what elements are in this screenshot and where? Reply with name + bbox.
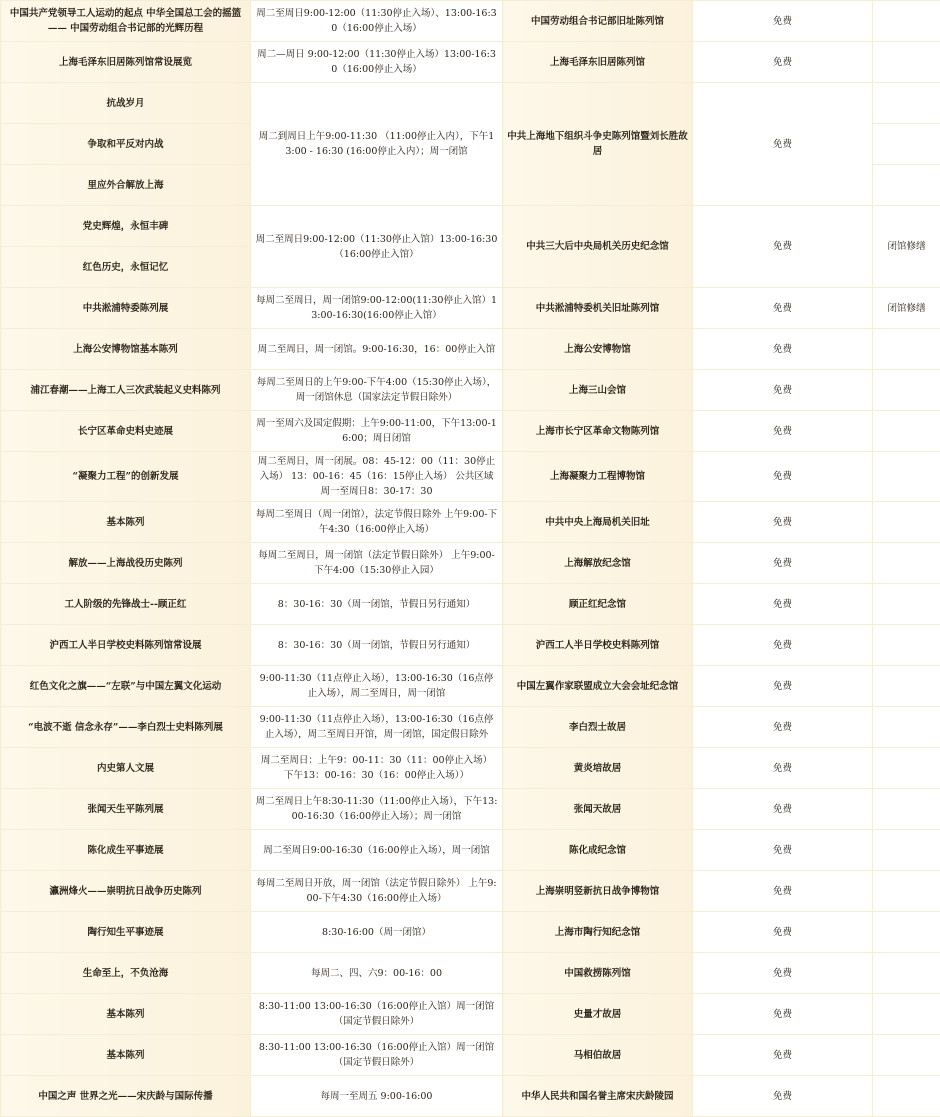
exhibit-name: 陈化成生平事迹展	[1, 830, 251, 871]
admission-fee: 免费	[693, 830, 873, 871]
venue-name: 上海毛泽东旧居陈列馆	[503, 42, 693, 83]
opening-hours: 周二至周日：上午9：00-11：30（11：00停止入场） 下午13：00-16：30（16：00停止入场））	[251, 748, 503, 789]
admission-fee: 免费	[693, 912, 873, 953]
opening-hours: 周二—周日 9:00-12:00（11:30停止入场）13:00-16:30（16:00停止入场）	[251, 42, 503, 83]
table-row	[1, 953, 940, 994]
exhibit-name: 张闻天生平陈列展	[1, 789, 251, 830]
venue-name: 中共三大后中央局机关历史纪念馆	[503, 206, 693, 288]
table-row	[1, 83, 940, 124]
table-row	[1, 206, 940, 247]
exhibit-name: 中国之声 世界之光——宋庆龄与国际传播	[1, 1076, 251, 1117]
admission-fee: 免费	[693, 625, 873, 666]
venue-name: 上海公安博物馆	[503, 329, 693, 370]
venue-name: 张闻天故居	[503, 789, 693, 830]
exhibit-name: 里应外合解放上海	[1, 165, 251, 206]
venue-name: 黄炎培故居	[503, 748, 693, 789]
exhibit-name: 红色文化之旗——“左联”与中国左翼文化运动	[1, 666, 251, 707]
status-note	[873, 830, 940, 871]
venue-name: 史量才故居	[503, 994, 693, 1035]
exhibit-name: 长宁区革命史料史迹展	[1, 411, 251, 452]
admission-fee: 免费	[693, 994, 873, 1035]
status-note	[873, 502, 940, 543]
venue-name: 中国左翼作家联盟成立大会会址纪念馆	[503, 666, 693, 707]
table-row	[1, 830, 940, 871]
admission-fee: 免费	[693, 502, 873, 543]
admission-fee: 免费	[693, 871, 873, 912]
opening-hours: 8:30-11:00 13:00-16:30（16:00停止入馆）周一闭馆（国定节假日除外）	[251, 994, 503, 1035]
status-note	[873, 707, 940, 748]
status-note	[873, 625, 940, 666]
opening-hours: 周二至周日9:00-16:30（16:00停止入场），周一闭馆	[251, 830, 503, 871]
status-note	[873, 1076, 940, 1117]
table-row	[1, 625, 940, 666]
opening-hours: 周二至周日，周一闭馆。9:00-16:30，16：00停止入馆	[251, 329, 503, 370]
table-row	[1, 912, 940, 953]
status-note	[873, 748, 940, 789]
exhibit-name: 解放——上海战役历史陈列	[1, 543, 251, 584]
status-note	[873, 370, 940, 411]
opening-hours: 每周二至周日，周一闭馆（法定节假日除外） 上午9:00-下午4:00（15:30停止入园）	[251, 543, 503, 584]
venue-name: 上海解放纪念馆	[503, 543, 693, 584]
opening-hours: 8:30-16:00（周一闭馆）	[251, 912, 503, 953]
opening-hours: 每周二至周日，周一闭馆9:00-12:00(11:30停止入馆）13:00-16:30(16:00停止入馆）	[251, 288, 503, 329]
admission-fee: 免费	[693, 707, 873, 748]
status-note	[873, 165, 940, 206]
opening-hours: 每周一至周五 9:00-16:00	[251, 1076, 503, 1117]
status-note: 闭馆修缮	[873, 206, 940, 288]
venue-name: 陈化成纪念馆	[503, 830, 693, 871]
venue-name: 中国劳动组合书记部旧址陈列馆	[503, 1, 693, 42]
exhibit-name: 工人阶级的先锋战士--顾正红	[1, 584, 251, 625]
exhibit-name: 基本陈列	[1, 502, 251, 543]
admission-fee: 免费	[693, 288, 873, 329]
exhibit-name: 生命至上，不负沧海	[1, 953, 251, 994]
table-row	[1, 42, 940, 83]
opening-hours: 每周二至周日的上午9:00-下午4:00（15:30停止入场），周一闭馆休息（国家法定节假日除外）	[251, 370, 503, 411]
table-row	[1, 411, 940, 452]
status-note	[873, 329, 940, 370]
status-note	[873, 953, 940, 994]
admission-fee: 免费	[693, 452, 873, 502]
venue-name: 上海三山会馆	[503, 370, 693, 411]
exhibit-name: 基本陈列	[1, 994, 251, 1035]
table-row	[1, 994, 940, 1035]
opening-hours: 9:00-11:30（11点停止入场），13:00-16:30（16点停止入场），周二至周日开馆，周一闭馆，国定假日除外	[251, 707, 503, 748]
table-row	[1, 871, 940, 912]
admission-fee: 免费	[693, 329, 873, 370]
status-note	[873, 789, 940, 830]
table-row	[1, 452, 940, 502]
admission-fee: 免费	[693, 584, 873, 625]
table-row	[1, 502, 940, 543]
status-note	[873, 411, 940, 452]
admission-fee: 免费	[693, 666, 873, 707]
venue-name: 上海崇明竖新抗日战争博物馆	[503, 871, 693, 912]
admission-fee: 免费	[693, 370, 873, 411]
admission-fee: 免费	[693, 1, 873, 42]
opening-hours: 周二至周日9:00-12:00（11:30停止入馆）13:00-16:30（16:00停止入馆）	[251, 206, 503, 288]
status-note	[873, 912, 940, 953]
venue-name: 中共上海地下组织斗争史陈列馆暨刘长胜故居	[503, 83, 693, 206]
venue-name: 上海市陶行知纪念馆	[503, 912, 693, 953]
table-row	[1, 584, 940, 625]
exhibit-name: 中国共产党领导工人运动的起点 中华全国总工会的摇篮 —— 中国劳动组合书记部的光辉历程	[1, 1, 251, 42]
table-row	[1, 543, 940, 584]
status-note	[873, 871, 940, 912]
status-note	[873, 42, 940, 83]
opening-hours: 周二至周日，周一闭展。08：45-12：00（11：30停止入场） 13：00-16：45（16：15停止入场） 公共区域 周一至周日8：30-17：30	[251, 452, 503, 502]
table-row	[1, 288, 940, 329]
admission-fee: 免费	[693, 42, 873, 83]
status-note	[873, 83, 940, 124]
status-note	[873, 543, 940, 584]
opening-hours: 每周二至周日（周一闭馆），法定节假日除外 上午9:00-下午4:30（16:00停止入场）	[251, 502, 503, 543]
venue-name: 中国救捞陈列馆	[503, 953, 693, 994]
exhibit-name: 陶行知生平事迹展	[1, 912, 251, 953]
opening-hours: 每周二、四、六9：00-16：00	[251, 953, 503, 994]
venue-name: 中共中央上海局机关旧址	[503, 502, 693, 543]
admission-fee: 免费	[693, 1076, 873, 1117]
admission-fee: 免费	[693, 206, 873, 288]
venue-name: 顾正红纪念馆	[503, 584, 693, 625]
exhibit-name: 瀛洲烽火——崇明抗日战争历史陈列	[1, 871, 251, 912]
admission-fee: 免费	[693, 411, 873, 452]
table-row	[1, 329, 940, 370]
exhibit-name: 抗战岁月	[1, 83, 251, 124]
exhibit-name: 红色历史，永恒记忆	[1, 247, 251, 288]
admission-fee: 免费	[693, 1035, 873, 1076]
admission-fee: 免费	[693, 953, 873, 994]
status-note	[873, 452, 940, 502]
exhibit-name: 内史第人文展	[1, 748, 251, 789]
exhibit-name: “电波不逝 信念永存”——李白烈士史料陈列展	[1, 707, 251, 748]
exhibit-name: 上海毛泽东旧居陈列馆常设展览	[1, 42, 251, 83]
exhibit-name: 中共淞浦特委陈列展	[1, 288, 251, 329]
opening-hours: 周二到周日上午9:00-11:30 （11:00停止入内），下午13:00 - 16:30 (16:00停止入内）；周一闭馆	[251, 83, 503, 206]
venue-name: 中共淞浦特委机关旧址陈列馆	[503, 288, 693, 329]
exhibit-name: 沪西工人半日学校史料陈列馆常设展	[1, 625, 251, 666]
status-note	[873, 124, 940, 165]
table-row	[1, 1, 940, 42]
status-note	[873, 1, 940, 42]
status-note	[873, 994, 940, 1035]
table-row	[1, 1076, 940, 1117]
table-row	[1, 707, 940, 748]
status-note	[873, 1035, 940, 1076]
status-note	[873, 584, 940, 625]
exhibit-name: 党史辉煌，永恒丰碑	[1, 206, 251, 247]
venue-name: 李白烈士故居	[503, 707, 693, 748]
table-row	[1, 666, 940, 707]
opening-hours: 每周二至周日开放，周一闭馆（法定节假日除外） 上午9:00-下午4:30（16:00停止入场）	[251, 871, 503, 912]
opening-hours: 周二至周日9:00-12:00（11:30停止入场）、13:00-16:30（16:00停止入场）	[251, 1, 503, 42]
status-note	[873, 666, 940, 707]
admission-fee: 免费	[693, 789, 873, 830]
exhibit-name: 基本陈列	[1, 1035, 251, 1076]
opening-hours: 8：30-16：30（周一闭馆，节假日另行通知）	[251, 625, 503, 666]
admission-fee: 免费	[693, 543, 873, 584]
venue-name: 沪西工人半日学校史料陈列馆	[503, 625, 693, 666]
venue-name: 马相伯故居	[503, 1035, 693, 1076]
exhibit-name: 争取和平反对内战	[1, 124, 251, 165]
table-row	[1, 789, 940, 830]
venue-name: 中华人民共和国名誉主席宋庆龄陵园	[503, 1076, 693, 1117]
opening-hours: 8:30-11:00 13:00-16:30（16:00停止入馆）周一闭馆（国定节假日除外）	[251, 1035, 503, 1076]
venue-name: 上海市长宁区革命文物陈列馆	[503, 411, 693, 452]
admission-fee: 免费	[693, 748, 873, 789]
opening-hours: 周二至周日上午8:30-11:30（11:00停止入场），下午13:00-16:30（16:00停止入场）；周一闭馆	[251, 789, 503, 830]
table-row	[1, 748, 940, 789]
opening-hours: 9:00-11:30（11点停止入场），13:00-16:30（16点停止入场），周二至周日，周一闭馆	[251, 666, 503, 707]
opening-hours: 8：30-16：30（周一闭馆，节假日另行通知）	[251, 584, 503, 625]
admission-fee: 免费	[693, 83, 873, 206]
status-note: 闭馆修缮	[873, 288, 940, 329]
exhibit-name: 浦江春潮——上海工人三次武装起义史料陈列	[1, 370, 251, 411]
exhibit-name: 上海公安博物馆基本陈列	[1, 329, 251, 370]
table-row	[1, 1035, 940, 1076]
exhibit-name: “凝聚力工程”的创新发展	[1, 452, 251, 502]
table-row	[1, 370, 940, 411]
opening-hours: 周一至周六及国定假期：上午9:00-11:00，下午13:00-16:00；周日闭馆	[251, 411, 503, 452]
venue-name: 上海凝聚力工程博物馆	[503, 452, 693, 502]
